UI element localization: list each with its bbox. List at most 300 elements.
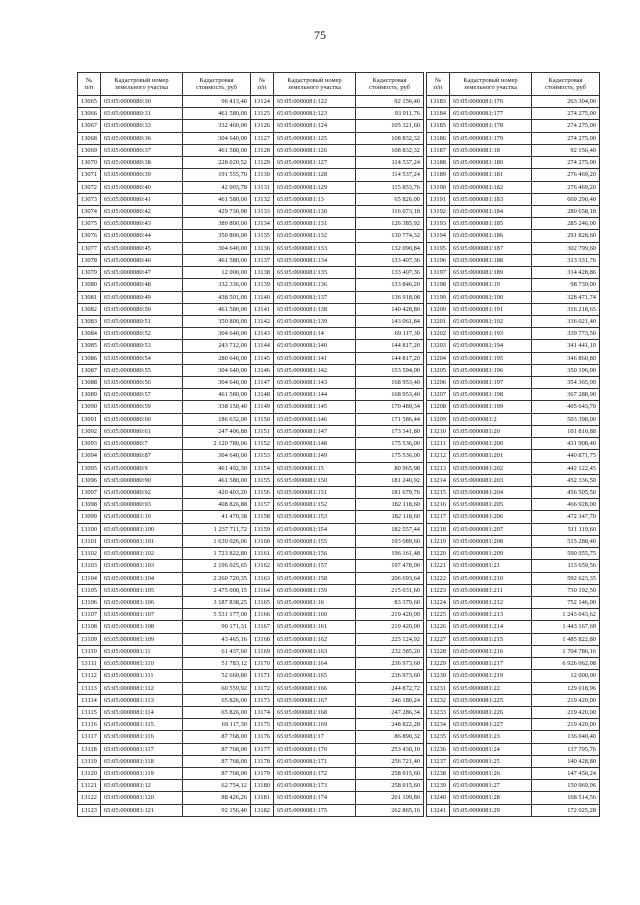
cadastral-number: 65:05:0000081:197 bbox=[449, 377, 531, 389]
cadastral-value: 262 865,16 bbox=[355, 804, 423, 816]
table-row bbox=[251, 511, 424, 523]
row-number: 13191 bbox=[427, 193, 450, 205]
cadastral-value: 461 580,00 bbox=[182, 303, 250, 315]
row-number: 13226 bbox=[427, 621, 450, 633]
cadastral-value: 236 973,60 bbox=[355, 658, 423, 670]
cadastral-number: 65:05:0000081:206 bbox=[449, 511, 531, 523]
cadastral-value: 90 171,31 bbox=[182, 621, 250, 633]
table-row bbox=[427, 132, 600, 144]
table-row bbox=[251, 670, 424, 682]
cadastral-value: 752 146,00 bbox=[531, 596, 599, 608]
row-number: 13136 bbox=[251, 242, 274, 254]
table-row bbox=[251, 780, 424, 792]
cadastral-number: 65:05:0000080:87 bbox=[100, 450, 182, 462]
cadastral-value: 80 965,98 bbox=[355, 462, 423, 474]
row-number: 13230 bbox=[427, 670, 450, 682]
cadastral-value: 515 288,40 bbox=[531, 535, 599, 547]
cadastral-number: 65:05:0000081:104 bbox=[100, 572, 182, 584]
cadastral-number: 65:05:0000080:44 bbox=[100, 230, 182, 242]
cadastral-value: 1 237 711,72 bbox=[182, 523, 250, 535]
cadastral-value: 116 073,18 bbox=[355, 205, 423, 217]
cadastral-value: 246 180,24 bbox=[355, 694, 423, 706]
cadastral-value: 193 089,60 bbox=[355, 535, 423, 547]
cadastral-number: 65:05:0000081:101 bbox=[100, 535, 182, 547]
cadastral-number: 65:05:0000081:217 bbox=[449, 658, 531, 670]
row-number: 13072 bbox=[78, 181, 101, 193]
row-number: 13162 bbox=[251, 560, 274, 572]
cadastral-value: 332 460,00 bbox=[182, 120, 250, 132]
cadastral-value: 228 020,52 bbox=[182, 157, 250, 169]
row-number: 13187 bbox=[427, 144, 450, 156]
table-row bbox=[427, 670, 600, 682]
cadastral-value: 274 275,00 bbox=[531, 108, 599, 120]
row-number: 13222 bbox=[427, 572, 450, 584]
cadastral-number: 65:05:0000081:157 bbox=[273, 560, 355, 572]
row-number: 13166 bbox=[251, 609, 274, 621]
cadastral-value: 304 640,00 bbox=[182, 364, 250, 376]
cadastral-number: 65:05:0000081:23 bbox=[449, 731, 531, 743]
cadastral-number: 65:05:0000081:124 bbox=[273, 120, 355, 132]
cadastral-number: 65:05:0000080:51 bbox=[100, 315, 182, 327]
cadastral-value: 420 403,20 bbox=[182, 487, 250, 499]
cadastral-value: 461 580,00 bbox=[182, 389, 250, 401]
header-cadastral-number: Кадастровый номер земельного участка bbox=[100, 73, 182, 96]
cadastral-number: 65:05:0000081:204 bbox=[449, 487, 531, 499]
cadastral-value: 367 288,90 bbox=[531, 389, 599, 401]
cadastral-value: 108 832,32 bbox=[355, 132, 423, 144]
cadastral-number: 65:05:0000081:28 bbox=[449, 792, 531, 804]
table-row bbox=[251, 144, 424, 156]
cadastral-number: 65:05:0000081:15 bbox=[273, 462, 355, 474]
table-row bbox=[427, 193, 600, 205]
cadastral-number: 65:05:0000081:16 bbox=[273, 596, 355, 608]
cadastral-value: 461 580,00 bbox=[182, 474, 250, 486]
row-number: 13240 bbox=[427, 792, 450, 804]
cadastral-number: 65:05:0000081:147 bbox=[273, 425, 355, 437]
table-row bbox=[78, 487, 251, 499]
row-number: 13238 bbox=[427, 768, 450, 780]
cadastral-number: 65:05:0000081:156 bbox=[273, 548, 355, 560]
cadastral-number: 65:05:0000081:191 bbox=[449, 303, 531, 315]
row-number: 13179 bbox=[251, 768, 274, 780]
table-row bbox=[78, 267, 251, 279]
table-row bbox=[427, 205, 600, 217]
table-row bbox=[427, 804, 600, 816]
header-cadastral-number: Кадастровый номер земельного участка bbox=[273, 73, 355, 96]
row-number: 13082 bbox=[78, 303, 101, 315]
row-number: 13104 bbox=[78, 572, 101, 584]
cadastral-number: 65:05:0000081:176 bbox=[449, 96, 531, 108]
cadastral-number: 65:05:0000080:9 bbox=[100, 462, 182, 474]
row-number: 13106 bbox=[78, 596, 101, 608]
row-number: 13080 bbox=[78, 279, 101, 291]
table-row bbox=[78, 279, 251, 291]
row-number: 13094 bbox=[78, 450, 101, 462]
row-number: 13121 bbox=[78, 780, 101, 792]
cadastral-number: 65:05:0000081:127 bbox=[273, 157, 355, 169]
table-row bbox=[427, 658, 600, 670]
cadastral-value: 339 773,50 bbox=[531, 328, 599, 340]
cadastral-number: 65:05:0000081:210 bbox=[449, 572, 531, 584]
cadastral-value: 98 739,00 bbox=[531, 279, 599, 291]
cadastral-value: 304 640,00 bbox=[182, 328, 250, 340]
row-number: 13107 bbox=[78, 609, 101, 621]
table-row bbox=[251, 425, 424, 437]
table-row bbox=[78, 658, 251, 670]
table-row bbox=[427, 560, 600, 572]
row-number: 13197 bbox=[427, 267, 450, 279]
table-row bbox=[251, 120, 424, 132]
cadastral-value: 431 908,40 bbox=[531, 438, 599, 450]
table-row bbox=[251, 706, 424, 718]
cadastral-value: 274 275,00 bbox=[531, 132, 599, 144]
cadastral-value: 181 240,92 bbox=[355, 474, 423, 486]
cadastral-number: 65:05:0000080:60 bbox=[100, 413, 182, 425]
cadastral-value: 472 347,70 bbox=[531, 511, 599, 523]
row-number: 13158 bbox=[251, 511, 274, 523]
row-number: 13199 bbox=[427, 291, 450, 303]
cadastral-number: 65:05:0000080:52 bbox=[100, 328, 182, 340]
cadastral-value: 592 623,35 bbox=[531, 572, 599, 584]
cadastral-value: 219 420,00 bbox=[531, 706, 599, 718]
cadastral-value: 219 420,00 bbox=[531, 719, 599, 731]
cadastral-number: 65:05:0000081:145 bbox=[273, 401, 355, 413]
table-row bbox=[78, 719, 251, 731]
row-number: 13228 bbox=[427, 645, 450, 657]
row-number: 13168 bbox=[251, 633, 274, 645]
row-number: 13157 bbox=[251, 499, 274, 511]
row-number: 13203 bbox=[427, 340, 450, 352]
cadastral-number: 65:05:0000081:128 bbox=[273, 169, 355, 181]
row-number: 13084 bbox=[78, 328, 101, 340]
cadastral-number: 65:05:0000081:177 bbox=[449, 108, 531, 120]
cadastral-value: 87 768,00 bbox=[182, 768, 250, 780]
row-number: 13085 bbox=[78, 340, 101, 352]
cadastral-value: 263 304,00 bbox=[531, 96, 599, 108]
row-number: 13125 bbox=[251, 108, 274, 120]
row-number: 13098 bbox=[78, 499, 101, 511]
row-number: 13190 bbox=[427, 181, 450, 193]
row-number: 13225 bbox=[427, 609, 450, 621]
cadastral-value: 247 286,34 bbox=[355, 706, 423, 718]
cadastral-number: 65:05:0000081:129 bbox=[273, 181, 355, 193]
row-number: 13068 bbox=[78, 132, 101, 144]
cadastral-number: 65:05:0000081:111 bbox=[100, 670, 182, 682]
table-row bbox=[427, 584, 600, 596]
row-number: 13134 bbox=[251, 218, 274, 230]
cadastral-number: 65:05:0000081:106 bbox=[100, 596, 182, 608]
row-number: 13148 bbox=[251, 389, 274, 401]
cadastral-value: 126 385,92 bbox=[355, 218, 423, 230]
cadastral-number: 65:05:0000081:133 bbox=[273, 242, 355, 254]
cadastral-number: 65:05:0000081:150 bbox=[273, 474, 355, 486]
row-number: 13218 bbox=[427, 523, 450, 535]
row-number: 13215 bbox=[427, 487, 450, 499]
table-row bbox=[427, 535, 600, 547]
row-number: 13135 bbox=[251, 230, 274, 242]
table-row bbox=[251, 792, 424, 804]
cadastral-value: 87 768,00 bbox=[182, 731, 250, 743]
cadastral-value: 452 336,50 bbox=[531, 474, 599, 486]
cadastral-value: 276 469,20 bbox=[531, 181, 599, 193]
row-number: 13071 bbox=[78, 169, 101, 181]
table-row bbox=[78, 450, 251, 462]
header-num: № п/п bbox=[427, 73, 450, 96]
cadastral-number: 65:05:0000081:146 bbox=[273, 413, 355, 425]
table-row bbox=[78, 157, 251, 169]
cadastral-value: 136 918,08 bbox=[355, 291, 423, 303]
cadastral-number: 65:05:0000081:183 bbox=[449, 193, 531, 205]
row-number: 13122 bbox=[78, 792, 101, 804]
cadastral-value: 60 559,92 bbox=[182, 682, 250, 694]
cadastral-value: 389 800,00 bbox=[182, 218, 250, 230]
row-number: 13234 bbox=[427, 719, 450, 731]
table-row bbox=[78, 242, 251, 254]
table-row bbox=[427, 621, 600, 633]
cadastral-number: 65:05:0000081:181 bbox=[449, 169, 531, 181]
row-number: 13128 bbox=[251, 144, 274, 156]
cadastral-number: 65:05:0000081:27 bbox=[449, 780, 531, 792]
row-number: 13146 bbox=[251, 364, 274, 376]
cadastral-number: 65:05:0000081:136 bbox=[273, 279, 355, 291]
table-row bbox=[251, 731, 424, 743]
row-number: 13087 bbox=[78, 364, 101, 376]
row-number: 13073 bbox=[78, 193, 101, 205]
row-number: 13241 bbox=[427, 804, 450, 816]
cadastral-value: 101 810,88 bbox=[531, 425, 599, 437]
row-number: 13077 bbox=[78, 242, 101, 254]
cadastral-value: 219 420,00 bbox=[355, 621, 423, 633]
table-row bbox=[427, 462, 600, 474]
table-row bbox=[427, 499, 600, 511]
table-row bbox=[251, 230, 424, 242]
cadastral-number: 65:05:0000081:113 bbox=[100, 694, 182, 706]
cadastral-value: 172 025,28 bbox=[531, 804, 599, 816]
table-row bbox=[427, 682, 600, 694]
cadastral-number: 65:05:0000080:57 bbox=[100, 389, 182, 401]
row-number: 13108 bbox=[78, 621, 101, 633]
table-row bbox=[251, 328, 424, 340]
row-number: 13079 bbox=[78, 267, 101, 279]
cadastral-number: 65:05:0000081:196 bbox=[449, 364, 531, 376]
table-row bbox=[251, 658, 424, 670]
row-number: 13118 bbox=[78, 743, 101, 755]
row-number: 13213 bbox=[427, 462, 450, 474]
cadastral-number: 65:05:0000081:132 bbox=[273, 230, 355, 242]
row-number: 13209 bbox=[427, 413, 450, 425]
row-number: 13195 bbox=[427, 242, 450, 254]
cadastral-number: 65:05:0000081:178 bbox=[449, 120, 531, 132]
cadastral-value: 168 953,40 bbox=[355, 389, 423, 401]
cadastral-number: 65:05:0000081:108 bbox=[100, 621, 182, 633]
cadastral-number: 65:05:0000081:114 bbox=[100, 706, 182, 718]
table-row bbox=[427, 291, 600, 303]
cadastral-number: 65:05:0000081:121 bbox=[100, 804, 182, 816]
table-row bbox=[78, 670, 251, 682]
cadastral-value: 175 536,00 bbox=[355, 450, 423, 462]
page-number: 75 bbox=[314, 28, 326, 42]
row-number: 13170 bbox=[251, 658, 274, 670]
cadastral-value: 108 832,32 bbox=[355, 144, 423, 156]
cadastral-number: 65:05:0000081:187 bbox=[449, 242, 531, 254]
table-row bbox=[78, 694, 251, 706]
cadastral-value: 730 192,50 bbox=[531, 584, 599, 596]
cadastral-number: 65:05:0000081:103 bbox=[100, 560, 182, 572]
table-row bbox=[427, 487, 600, 499]
cadastral-value: 186 632,00 bbox=[182, 413, 250, 425]
cadastral-number: 65:05:0000081:153 bbox=[273, 511, 355, 523]
cadastral-number: 65:05:0000081:11 bbox=[100, 645, 182, 657]
table-row bbox=[427, 328, 600, 340]
row-number: 13200 bbox=[427, 303, 450, 315]
cadastral-value: 302 799,60 bbox=[531, 242, 599, 254]
cadastral-value: 43 465,16 bbox=[182, 633, 250, 645]
row-number: 13169 bbox=[251, 645, 274, 657]
table-row bbox=[251, 768, 424, 780]
row-number: 13133 bbox=[251, 205, 274, 217]
cadastral-number: 65:05:0000080:7 bbox=[100, 438, 182, 450]
cadastral-value: 219 420,00 bbox=[355, 609, 423, 621]
table-row bbox=[78, 169, 251, 181]
cadastral-value: 590 955,75 bbox=[531, 548, 599, 560]
row-number: 13231 bbox=[427, 682, 450, 694]
table-row bbox=[78, 181, 251, 193]
table-row bbox=[78, 792, 251, 804]
row-number: 13237 bbox=[427, 755, 450, 767]
cadastral-number: 65:05:0000081:159 bbox=[273, 584, 355, 596]
table-row bbox=[251, 267, 424, 279]
row-number: 13155 bbox=[251, 474, 274, 486]
cadastral-number: 65:05:0000080:33 bbox=[100, 120, 182, 132]
cadastral-value: 328 471,74 bbox=[531, 291, 599, 303]
cadastral-value: 42 003,78 bbox=[182, 181, 250, 193]
cadastral-number: 65:05:0000081:168 bbox=[273, 706, 355, 718]
cadastral-value: 511 119,60 bbox=[531, 523, 599, 535]
row-number: 13097 bbox=[78, 487, 101, 499]
table-row bbox=[251, 474, 424, 486]
cadastral-number: 65:05:0000081:193 bbox=[449, 328, 531, 340]
cadastral-value: 405 643,70 bbox=[531, 401, 599, 413]
cadastral-value: 114 537,24 bbox=[355, 169, 423, 181]
row-number: 13109 bbox=[78, 633, 101, 645]
cadastral-value: 253 430,10 bbox=[355, 743, 423, 755]
cadastral-value: 182 118,60 bbox=[355, 511, 423, 523]
row-number: 13131 bbox=[251, 181, 274, 193]
cadastral-value: 143 061,84 bbox=[355, 315, 423, 327]
row-number: 13144 bbox=[251, 340, 274, 352]
row-number: 13207 bbox=[427, 389, 450, 401]
row-number: 13233 bbox=[427, 706, 450, 718]
cadastral-number: 65:05:0000081:200 bbox=[449, 438, 531, 450]
row-number: 13183 bbox=[427, 96, 450, 108]
row-number: 13236 bbox=[427, 743, 450, 755]
table-row bbox=[427, 768, 600, 780]
table-row bbox=[78, 645, 251, 657]
table-row bbox=[427, 596, 600, 608]
row-number: 13151 bbox=[251, 425, 274, 437]
row-number: 13193 bbox=[427, 218, 450, 230]
row-number: 13083 bbox=[78, 315, 101, 327]
table-row bbox=[251, 596, 424, 608]
cadastral-value: 69 117,30 bbox=[182, 719, 250, 731]
cadastral-number: 65:05:0000080:31 bbox=[100, 108, 182, 120]
table-row bbox=[251, 315, 424, 327]
cadastral-value: 313 331,76 bbox=[531, 254, 599, 266]
cadastral-value: 41 470,38 bbox=[182, 511, 250, 523]
cadastral-number: 65:05:0000081:213 bbox=[449, 609, 531, 621]
cadastral-value: 140 428,80 bbox=[531, 755, 599, 767]
row-number: 13143 bbox=[251, 328, 274, 340]
table-row bbox=[251, 169, 424, 181]
table-row bbox=[78, 474, 251, 486]
table-row bbox=[251, 181, 424, 193]
row-number: 13092 bbox=[78, 425, 101, 437]
table-row bbox=[427, 377, 600, 389]
cadastral-number: 65:05:0000080:56 bbox=[100, 377, 182, 389]
cadastral-value: 83 379,60 bbox=[355, 596, 423, 608]
cadastral-value: 304 640,00 bbox=[182, 450, 250, 462]
table-row bbox=[251, 535, 424, 547]
cadastral-value: 65 826,00 bbox=[182, 694, 250, 706]
cadastral-value: 140 428,80 bbox=[355, 303, 423, 315]
cadastral-number: 65:05:0000080:36 bbox=[100, 132, 182, 144]
header-cadastral-value: Кадастровая стоимость, руб bbox=[531, 73, 599, 96]
cadastral-number: 65:05:0000081:151 bbox=[273, 487, 355, 499]
cadastral-value: 244 872,72 bbox=[355, 682, 423, 694]
cadastral-number: 65:05:0000081:211 bbox=[449, 584, 531, 596]
table-row bbox=[78, 523, 251, 535]
cadastral-number: 65:05:0000081:198 bbox=[449, 389, 531, 401]
cadastral-number: 65:05:0000080:41 bbox=[100, 193, 182, 205]
table-row bbox=[427, 743, 600, 755]
cadastral-value: 96 413,40 bbox=[182, 96, 250, 108]
row-number: 13184 bbox=[427, 108, 450, 120]
cadastral-number: 65:05:0000081:169 bbox=[273, 719, 355, 731]
header-num: № п/п bbox=[251, 73, 274, 96]
cadastral-value: 168 514,56 bbox=[531, 792, 599, 804]
cadastral-value: 219 420,00 bbox=[531, 694, 599, 706]
row-number: 13137 bbox=[251, 254, 274, 266]
table-row bbox=[251, 645, 424, 657]
cadastral-number: 65:05:0000081:14 bbox=[273, 328, 355, 340]
table-row bbox=[78, 511, 251, 523]
cadastral-number: 65:05:0000081:24 bbox=[449, 743, 531, 755]
table-row bbox=[78, 755, 251, 767]
table-row bbox=[78, 108, 251, 120]
table-row bbox=[427, 719, 600, 731]
row-number: 13224 bbox=[427, 596, 450, 608]
cadastral-value: 461 580,00 bbox=[182, 254, 250, 266]
cadastral-number: 65:05:0000081:18 bbox=[449, 144, 531, 156]
table-row bbox=[251, 242, 424, 254]
cadastral-value: 182 557,44 bbox=[355, 523, 423, 535]
cadastral-value: 1 485 822,80 bbox=[531, 633, 599, 645]
table-row bbox=[78, 315, 251, 327]
row-number: 13211 bbox=[427, 438, 450, 450]
row-number: 13152 bbox=[251, 438, 274, 450]
row-number: 13116 bbox=[78, 719, 101, 731]
row-number: 13100 bbox=[78, 523, 101, 535]
cadastral-number: 65:05:0000081:123 bbox=[273, 108, 355, 120]
table-row bbox=[78, 535, 251, 547]
cadastral-value: 346 860,80 bbox=[531, 352, 599, 364]
row-number: 13204 bbox=[427, 352, 450, 364]
table-row bbox=[78, 462, 251, 474]
cadastral-value: 440 871,75 bbox=[531, 450, 599, 462]
cadastral-number: 65:05:0000081:25 bbox=[449, 755, 531, 767]
cadastral-number: 65:05:0000081:162 bbox=[273, 633, 355, 645]
cadastral-number: 65:05:0000081:182 bbox=[449, 181, 531, 193]
